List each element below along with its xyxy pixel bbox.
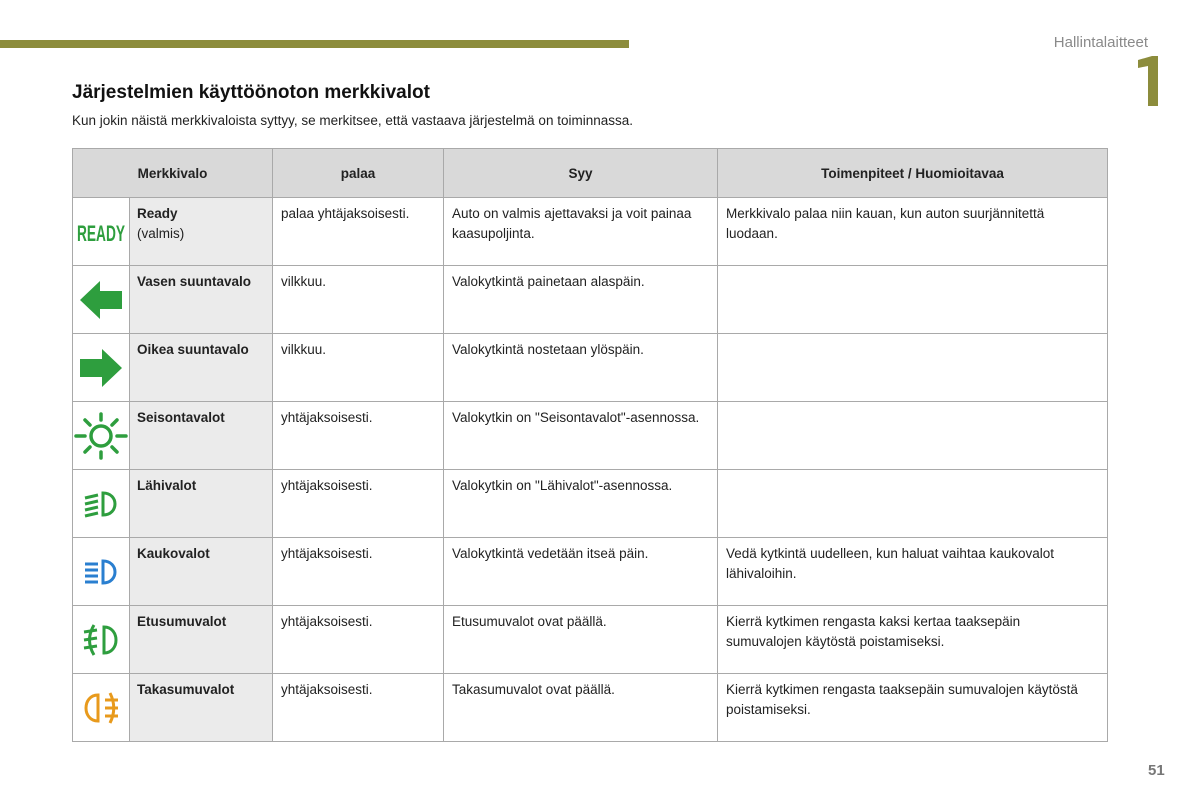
row-toimenpiteet: Vedä kytkintä uudelleen, kun haluat vaihtaa kaukovalot lähivaloihin. bbox=[718, 538, 1108, 606]
low-beam-icon bbox=[81, 489, 121, 519]
row-toimenpiteet bbox=[718, 334, 1108, 402]
header-toimenpiteet: Toimenpiteet / Huomioitavaa bbox=[718, 149, 1108, 198]
row-palaa: yhtäjaksoisesti. bbox=[273, 606, 444, 674]
intro-text: Kun jokin näistä merkkivaloista syttyy, se merkitsee, että vastaava järjestelmä on toiminnassa. bbox=[72, 113, 633, 128]
front-fog-icon bbox=[80, 623, 122, 657]
row-name: Etusumuvalot bbox=[137, 614, 227, 629]
row-palaa: yhtäjaksoisesti. bbox=[273, 538, 444, 606]
row-palaa: palaa yhtäjaksoisesti. bbox=[273, 198, 444, 266]
section-title: Hallintalaitteet bbox=[1053, 34, 1148, 51]
table-header-row bbox=[73, 149, 1108, 198]
header-palaa: palaa bbox=[273, 149, 444, 198]
ready-icon bbox=[76, 219, 126, 245]
row-toimenpiteet bbox=[718, 266, 1108, 334]
row-toimenpiteet: Kierrä kytkimen rengasta taaksepäin sumuvalojen käytöstä poistamiseksi. bbox=[718, 674, 1108, 742]
row-syy: Auto on valmis ajettavaksi ja voit painaa kaasupoljinta. bbox=[444, 198, 718, 266]
row-syy: Valokytkin on "Lähivalot"-asennossa. bbox=[444, 470, 718, 538]
chapter-number bbox=[1132, 56, 1160, 106]
row-toimenpiteet: Merkkivalo palaa niin kauan, kun auton suurjännitettä luodaan. bbox=[718, 198, 1108, 266]
table-row bbox=[73, 334, 1108, 402]
row-name: Ready bbox=[137, 206, 178, 221]
row-toimenpiteet: Kierrä kytkimen rengasta kaksi kertaa taaksepäin sumuvalojen käytöstä poistamiseksi. bbox=[718, 606, 1108, 674]
row-toimenpiteet bbox=[718, 402, 1108, 470]
row-name: Vasen suuntavalo bbox=[137, 274, 252, 289]
indicator-table bbox=[72, 148, 1108, 742]
row-name: Kaukovalot bbox=[137, 546, 210, 561]
arrow-right-icon bbox=[78, 347, 124, 389]
header-syy: Syy bbox=[444, 149, 718, 198]
row-syy: Valokytkintä painetaan alaspäin. bbox=[444, 266, 718, 334]
table-row bbox=[73, 606, 1108, 674]
row-syy: Etusumuvalot ovat päällä. bbox=[444, 606, 718, 674]
arrow-left-icon bbox=[78, 279, 124, 321]
page-title: Järjestelmien käyttöönoton merkkivalot bbox=[72, 82, 430, 103]
row-name-sub: (valmis) bbox=[137, 226, 185, 241]
table-row bbox=[73, 198, 1108, 266]
row-name: Seisontavalot bbox=[137, 410, 225, 425]
row-syy: Valokytkintä nostetaan ylöspäin. bbox=[444, 334, 718, 402]
row-palaa: vilkkuu. bbox=[273, 266, 444, 334]
row-syy: Valokytkin on "Seisontavalot"-asennossa. bbox=[444, 402, 718, 470]
row-palaa: yhtäjaksoisesti. bbox=[273, 674, 444, 742]
rear-fog-icon bbox=[80, 691, 122, 725]
table-row bbox=[73, 402, 1108, 470]
table-row bbox=[73, 674, 1108, 742]
row-syy: Takasumuvalot ovat päällä. bbox=[444, 674, 718, 742]
svg-text:READY: READY bbox=[77, 220, 126, 245]
row-name: Takasumuvalot bbox=[137, 682, 235, 697]
header-merkkivalo: Merkkivalo bbox=[73, 149, 273, 198]
page-number: 51 bbox=[1148, 762, 1165, 779]
row-name: Oikea suuntavalo bbox=[137, 342, 249, 357]
row-palaa: yhtäjaksoisesti. bbox=[273, 470, 444, 538]
row-syy: Valokytkintä vedetään itseä päin. bbox=[444, 538, 718, 606]
table-row bbox=[73, 266, 1108, 334]
parking-light-icon bbox=[73, 411, 129, 461]
row-palaa: vilkkuu. bbox=[273, 334, 444, 402]
row-palaa: yhtäjaksoisesti. bbox=[273, 402, 444, 470]
header-accent-bar bbox=[0, 40, 629, 48]
row-toimenpiteet bbox=[718, 470, 1108, 538]
high-beam-icon bbox=[81, 557, 121, 587]
table-row bbox=[73, 538, 1108, 606]
row-name: Lähivalot bbox=[137, 478, 197, 493]
table-row bbox=[73, 470, 1108, 538]
